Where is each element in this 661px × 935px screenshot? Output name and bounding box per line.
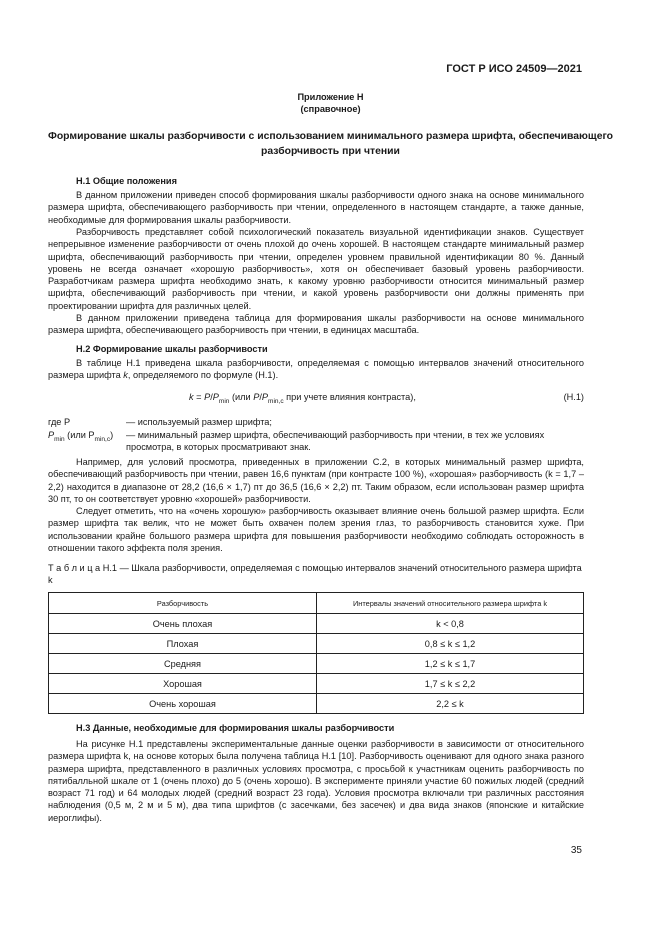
paragraph: На рисунке Н.1 представлены экспериментальные данные оценки разборчивости в зависимости от относительного размера шрифта k, на основе которых была получена таблица Н.1 [10]. Разборчивость оценивают для одного знака разного размера шрифта, представленного в различных условиях просмотра, с просьбой к участникам оценить разборчивость по пятибалльной шкале от 1 (очень плохо) до 5 (очень хорошо). В эксперименте приняли участие 60 пожилых людей (средний возраст 71 год) и 64 молодых людей (средний возраст 23 года). Условия просмотра включали три различных расстояния наблюдения (0,5 м, 2 м и 5 м), два типа шрифтов (с засечками, без засечек) и два вида знаков (японские и китайские иероглифы). (48, 739, 584, 823)
table-cell: k < 0,8 (317, 614, 584, 634)
definition-desc: — минимальный размер шрифта, обеспечивающий разборчивость при чтении, в тех же условиях просмотра, в которых просматривают знак. (126, 430, 545, 453)
table-header-row (49, 593, 584, 614)
standard-designation: ГОСТ Р ИСО 24509—2021 (446, 63, 582, 75)
definition-desc: — используемый размер шрифта; (126, 417, 272, 427)
table-cell: 1,2 ≤ k ≤ 1,7 (317, 654, 584, 674)
table-header-cell: Интервалы значений относительного размера шрифта k (317, 593, 584, 614)
annex-title: Приложение Н (297, 92, 364, 102)
paragraph: В данном приложении приведена таблица для формирования шкалы разборчивости на основе минимального размера шрифта, обеспечивающего разборчивость при чтении, в единицах масштаба. (48, 313, 584, 336)
page-number: 35 (570, 845, 582, 856)
table-caption: Т а б л и ц а Н.1 — Шкала разборчивости, определяемая с помощью интервалов значений относительного размера шрифта k (48, 563, 582, 586)
table-cell: Плохая (49, 634, 317, 654)
definition-term: где P (48, 417, 71, 427)
table-header-cell: Разборчивость (49, 593, 317, 614)
table-row (49, 654, 584, 674)
table-row (49, 614, 584, 634)
definition-item (48, 416, 584, 429)
legibility-table (48, 592, 584, 714)
table-row (49, 634, 584, 654)
formula-h1 (48, 392, 584, 406)
paragraph: В таблице Н.1 приведена шкала разборчивости, определяемая с помощью интервалов значений относительного размера шрифта k, определяемого по формуле (Н.1). (48, 358, 584, 381)
definition-term: $P_{min}$ (или $P_{min,c}$) (48, 430, 114, 443)
section-heading-h1: Н.1 Общие положения (76, 176, 177, 186)
paragraph: Следует отметить, что на «очень хорошую» разборчивость оказывает влияние очень большой размер шрифта. Если размер шрифта так велик, что не может быть охвачен полем зрения глаз, то разборчивость становится хуже. При использовании крайне большого размера шрифта для повышения разборчивости необходимо соблюдать осторожность в отношении такого эффекта поля зрения. (48, 506, 584, 553)
table-cell: Очень плохая (49, 614, 317, 634)
table-cell: Средняя (49, 654, 317, 674)
definition-item (48, 429, 584, 455)
table-row (49, 694, 584, 714)
table-row (49, 674, 584, 694)
table-cell: 0,8 ≤ k ≤ 1,2 (317, 634, 584, 654)
main-title: Формирование шкалы разборчивости с использованием минимального размера шрифта, обеспечивающего разборчивость при чтении (47, 131, 614, 157)
section-heading-h3: Н.3 Данные, необходимые для формирования шкалы разборчивости (76, 723, 395, 733)
annex-type: (справочное) (300, 104, 361, 114)
formula-expression: $k = P/P_{min}$ (или $P/P_{min,c}$ при учете влияния контраста), (189, 392, 416, 405)
table-cell: 1,7 ≤ k ≤ 2,2 (317, 674, 584, 694)
paragraph: Разборчивость представляет собой психологический показатель визуальной идентификации знаков. Существует непрерывное изменение разборчивости от очень плохой до очень хорошей. В настоящем стандарте минимальный размер шрифта, обеспечивающий разборчивость при чтении, определен уровнем правильной идентификации 80 %. Данный уровень не всегда означает «хорошую разборчивость», хотя он обеспечивает базовый уровень разборчивости. Разработчикам размера шрифта необходимо знать, к какому уровню разборчивости относится минимальный размер шрифта, обеспечивающий разборчивость при чтении, и какой уровень разборчивости они должны применять при проектировании шрифта для различных целей. (48, 227, 584, 311)
section-heading-h2: Н.2 Формирование шкалы разборчивости (76, 344, 268, 354)
paragraph: В данном приложении приведен способ формирования шкалы разборчивости одного знака на основе минимального размера шрифта, обеспечивающего разборчивость при чтении, определенного в настоящем стандарте, а также данные, необходимые для формирования шкалы разборчивости. (48, 190, 584, 225)
formula-number: (Н.1) (563, 392, 584, 402)
table-cell: 2,2 ≤ k (317, 694, 584, 714)
table-cell: Хорошая (49, 674, 317, 694)
table-cell: Очень хорошая (49, 694, 317, 714)
paragraph: Например, для условий просмотра, приведенных в приложении С.2, в которых минимальный размер шрифта, обеспечивающий разборчивость при чтении, равен 16,6 пунктам (при контрасте 100 %), «хорошая» разборчивость (k = 1,7 – 2,2) находится в диапазоне от 28,2 (16,6 × 1,7) пт до 36,5 (16,6 × 2,2) пт. Таким образом, если использован размер шрифта 30 пт, то он соответствует уровню «хорошей» разборчивости. (48, 457, 584, 504)
